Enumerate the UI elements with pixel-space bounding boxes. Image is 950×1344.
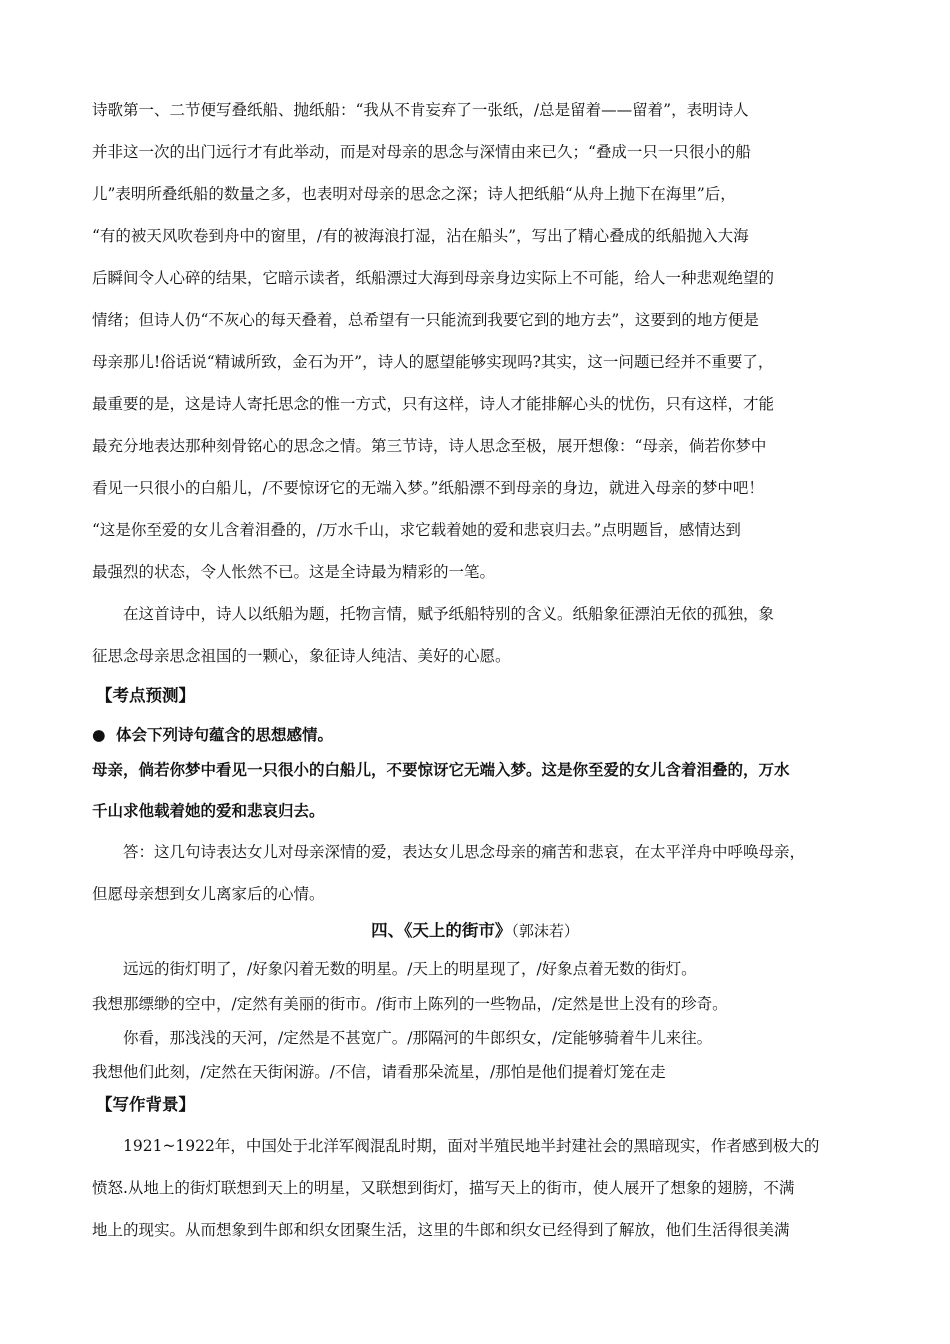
analysis-line: 母亲那儿!俗话说“精诚所致，金石为开”，诗人的愿望能够实现吗?其实，这一问题已经并不重要了， bbox=[92, 353, 774, 371]
quote-line: 千山求他载着她的爱和悲哀归去。 bbox=[92, 802, 325, 820]
poem-line: 我想那缥缈的空中，/定然有美丽的街市。/街市上陈列的一些物品，/定然是世上没有的珍奇。 bbox=[92, 995, 728, 1013]
section4-author: （郭沫若） bbox=[511, 922, 579, 940]
answer-line: 但愿母亲想到女儿离家后的心情。 bbox=[92, 885, 325, 903]
background-line: 愤怒.从地上的街灯联想到天上的明星，又联想到街灯，描写天上的街市，使人展开了想象的翅膀，不满 bbox=[92, 1179, 795, 1197]
quote-line: 母亲，倘若你梦中看见一只很小的白船儿，不要惊讶它无端入梦。这是你至爱的女儿含着泪叠的，万水 bbox=[92, 761, 790, 779]
section4-title: 四、《天上的街市》 bbox=[371, 921, 512, 940]
analysis-line: “这是你至爱的女儿含着泪叠的，/万水千山，求它载着她的爱和悲哀归去。”点明题旨，感情达到 bbox=[92, 521, 741, 539]
analysis-line: 后瞬间令人心碎的结果，它暗示读者，纸船漂过大海到母亲身边实际上不可能，给人一种悲观绝望的 bbox=[92, 269, 775, 287]
background-line: 1921~1922年，中国处于北洋军阀混乱时期，面对半殖民地半封建社会的黑暗现实，作者感到极大的 bbox=[123, 1137, 820, 1155]
poem-line: 你看，那浅浅的天河，/定然是不甚宽广。/那隔河的牛郎织女，/定能够骑着牛儿来往。 bbox=[123, 1029, 713, 1047]
analysis-line: 最强烈的状态，令人怅然不已。这是全诗最为精彩的一笔。 bbox=[92, 563, 496, 581]
answer-line: 答：这几句诗表达女儿对母亲深情的爱，表达女儿思念母亲的痛苦和悲哀，在太平洋舟中呼唤母亲， bbox=[123, 843, 806, 861]
question-text: 体会下列诗句蕴含的思想感情。 bbox=[116, 726, 334, 744]
summary-line: 在这首诗中，诗人以纸船为题，托物言情，赋予纸船特别的含义。纸船象征漂泊无依的孤独，象 bbox=[123, 605, 775, 623]
analysis-line: 看见一只很小的白船儿，/不要惊讶它的无端入梦。”纸船漂不到母亲的身边，就进入母亲的梦中吧！ bbox=[92, 479, 764, 497]
analysis-line: 儿”表明所叠纸船的数量之多，也表明对母亲的思念之深；诗人把纸船“从舟上抛下在海里”后， bbox=[92, 185, 736, 203]
analysis-line: 最重要的是，这是诗人寄托思念的惟一方式，只有这样，诗人才能排解心头的忧伤，只有这样，才能 bbox=[92, 395, 775, 413]
kaodian-question bbox=[92, 724, 333, 746]
analysis-line: “有的被天风吹卷到舟中的窗里，/有的被海浪打湿，沾在船头”，写出了精心叠成的纸船抛入大海 bbox=[92, 227, 749, 245]
analysis-line: 最充分地表达那种刻骨铭心的思念之情。第三节诗，诗人思念至极，展开想像：“母亲，倘若你梦中 bbox=[92, 437, 767, 455]
section4-heading bbox=[0, 920, 950, 942]
poem-line: 远远的街灯明了，/好象闪着无数的明星。/天上的明星现了，/好象点着无数的街灯。 bbox=[123, 960, 697, 978]
analysis-line: 诗歌第一、二节便写叠纸船、抛纸船：“我从不肯妄弃了一张纸，/总是留着——留着”，表明诗人 bbox=[92, 101, 749, 119]
background-heading: 【写作背景】 bbox=[96, 1095, 195, 1114]
analysis-line: 并非这一次的出门远行才有此举动，而是对母亲的思念与深情由来已久；“叠成一只一只很小的船 bbox=[92, 143, 751, 161]
poem-line: 我想他们此刻，/定然在天街闲游。/不信，请看那朵流星，/那怕是他们提着灯笼在走 bbox=[92, 1063, 666, 1081]
analysis-line: 情绪；但诗人仍“不灰心的每天叠着，总希望有一只能流到我要它到的地方去”，这要到的地方便是 bbox=[92, 311, 759, 329]
bullet-icon: ● bbox=[92, 726, 106, 744]
background-line: 地上的现实。从而想象到牛郎和织女团聚生活，这里的牛郎和织女已经得到了解放，他们生活得很美满 bbox=[92, 1221, 790, 1239]
kaodian-heading: 【考点预测】 bbox=[96, 686, 195, 705]
summary-line: 征思念母亲思念祖国的一颗心，象征诗人纯洁、美好的心愿。 bbox=[92, 647, 511, 665]
